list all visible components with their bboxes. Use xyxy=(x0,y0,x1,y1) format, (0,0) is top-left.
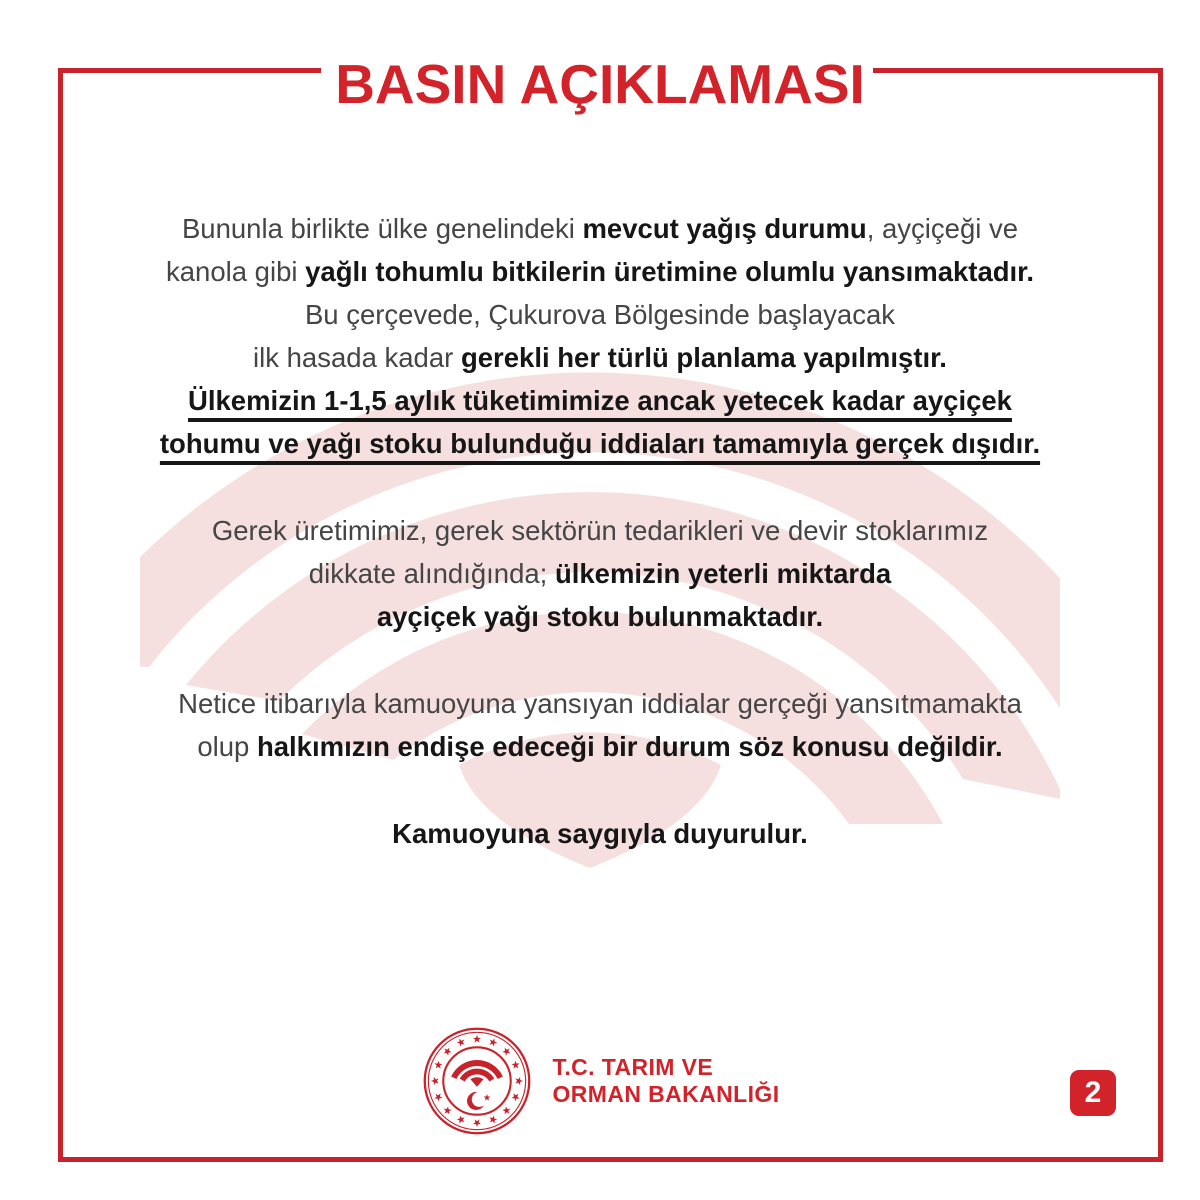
ministry-name-line2: ORMAN BAKANLIĞI xyxy=(552,1081,780,1107)
text-line: Bu çerçevede, Çukurova Bölgesinde başlayacak xyxy=(304,299,896,330)
ministry-name-line1: T.C. TARIM VE xyxy=(552,1054,714,1080)
text-line: kanola gibi yağlı tohumlu bitkilerin üretimine olumlu yansımaktadır. xyxy=(165,256,1035,287)
text-line: Netice itibarıyla kamuoyuna yansıyan iddialar gerçeği yansıtmamakta xyxy=(178,688,1022,719)
text-line: dikkate alındığında; ülkemizin yeterli miktarda xyxy=(308,558,892,589)
text-line: ilk hasada kadar gerekli her türlü planlama yapılmıştır. xyxy=(253,342,947,373)
ministry-emblem-icon xyxy=(420,1024,534,1138)
text-line: Gerek üretimimiz, gerek sektörün tedarikleri ve devir stoklarımız xyxy=(211,515,989,546)
text-line: Kamuoyuna saygıyla duyurulur. xyxy=(392,818,808,849)
text-line: Ülkemizin 1-1,5 aylık tüketimimize ancak yetecek kadar ayçiçek xyxy=(188,385,1012,416)
paragraph xyxy=(70,509,1130,638)
text-line: tohumu ve yağı stoku bulunduğu iddiaları tamamıyla gerçek dışıdır. xyxy=(159,428,1041,459)
paragraph xyxy=(70,812,1130,855)
text-line: ayçiçek yağı stoku bulunmaktadır. xyxy=(376,601,824,632)
title-rule-right xyxy=(873,68,1163,73)
paragraph xyxy=(70,207,1130,465)
text-line: olup halkımızın endişe edeceği bir durum söz konusu değildir. xyxy=(197,731,1003,762)
page-title: BASIN AÇIKLAMASI xyxy=(335,53,865,115)
footer xyxy=(0,1024,1200,1138)
ministry-name xyxy=(552,1054,779,1108)
paragraph xyxy=(70,682,1130,768)
title-rule-left xyxy=(58,68,321,73)
page-number-badge: 2 xyxy=(1070,1070,1116,1116)
text-line: Bununla birlikte ülke genelindeki mevcut yağış durumu, ayçiçeği ve xyxy=(181,213,1019,244)
press-release-body xyxy=(70,207,1130,899)
